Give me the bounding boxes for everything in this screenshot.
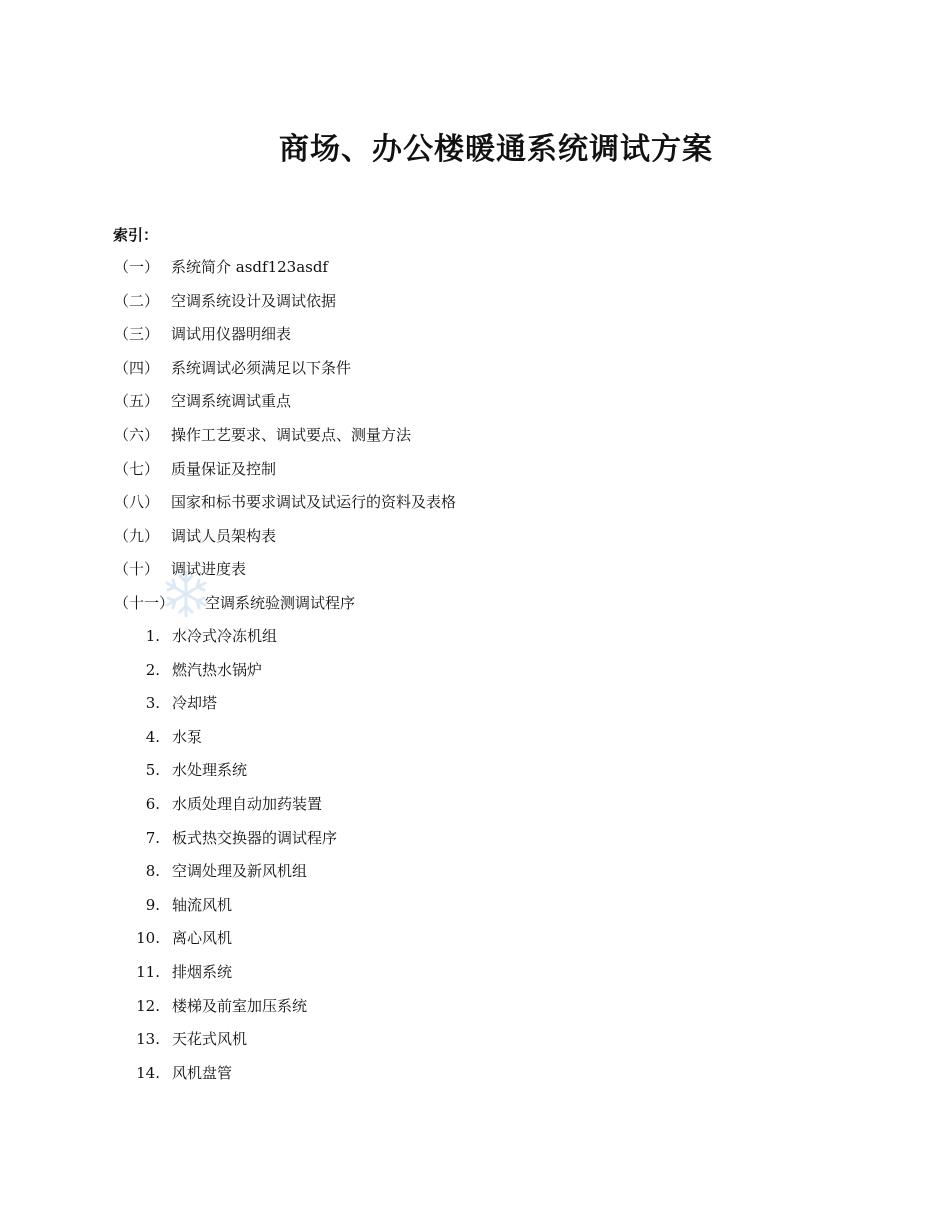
toc-item-number: （五）: [114, 392, 160, 411]
sub-item-text: 离心风机: [172, 929, 233, 948]
toc-item-number: （十一）: [114, 593, 175, 612]
toc-item-text: 空调系统设计及调试依据: [171, 291, 337, 310]
sub-item-text: 水泵: [172, 727, 203, 746]
sub-item-text: 冷却塔: [172, 694, 218, 713]
sub-item-text: 水冷式冷冻机组: [172, 627, 278, 645]
sub-item-text: 空调处理及新风机组: [172, 862, 308, 881]
sub-item-text: 风机盘管: [172, 1063, 233, 1082]
toc-item-number: （四）: [114, 358, 160, 377]
toc-item-number: （八）: [114, 493, 160, 512]
toc-item-text: 调试用仪器明细表: [171, 325, 292, 344]
toc-item-text: 系统调试必须满足以下条件: [171, 358, 352, 377]
sub-item-text: 水处理系统: [172, 761, 248, 780]
sub-item-number: 2.: [145, 660, 160, 679]
sub-item-number: 3.: [145, 694, 160, 713]
sub-item-number: 13.: [136, 1030, 160, 1049]
toc-item-text: 调试人员架构表: [171, 526, 277, 545]
document-title: 商场、办公楼暖通系统调试方案: [279, 132, 713, 167]
sub-item-number: 10.: [136, 929, 160, 948]
toc-item-number: （一）: [114, 258, 160, 276]
sub-item-number: 7.: [145, 828, 160, 847]
toc-item-text: 空调系统验测调试程序: [205, 593, 356, 612]
sub-item-text: 天花式风机: [172, 1030, 248, 1049]
sub-item-number: 9.: [145, 895, 160, 914]
toc-item-number: （七）: [114, 459, 160, 478]
sub-item-number: 12.: [136, 996, 160, 1015]
toc-item-number: （二）: [114, 291, 160, 310]
toc-item-text: 国家和标书要求调试及试运行的资料及表格: [171, 493, 457, 512]
sub-item-number: 5.: [145, 761, 160, 780]
sub-item-text: 水质处理自动加药装置: [172, 794, 323, 813]
sub-item-number: 4.: [145, 727, 160, 746]
sub-item-number: 1.: [145, 627, 160, 645]
sub-item-number: 11.: [136, 962, 160, 981]
sub-item-number: 6.: [145, 794, 160, 813]
sub-item-text: 楼梯及前室加压系统: [172, 996, 308, 1015]
toc-item-number: （六）: [114, 425, 160, 444]
toc-item-text: 操作工艺要求、调试要点、测量方法: [171, 425, 412, 444]
toc-item-text: 调试进度表: [171, 560, 247, 579]
sub-item-text: 板式热交换器的调试程序: [172, 828, 338, 847]
toc-item-text: 系统简介 asdf123asdf: [171, 258, 328, 276]
toc-item-text: 质量保证及控制: [171, 459, 277, 478]
sub-item-number: 14.: [136, 1063, 160, 1082]
toc-item-number: （三）: [114, 325, 160, 344]
toc-item-number: （十）: [114, 560, 160, 579]
toc-item-text: 空调系统调试重点: [171, 392, 292, 411]
sub-item-number: 8.: [145, 862, 160, 881]
sub-item-text: 排烟系统: [172, 962, 233, 981]
index-label: 索引：: [113, 226, 159, 244]
toc-item-number: （九）: [114, 526, 160, 545]
snowflake-watermark-icon: [160, 568, 212, 620]
sub-item-text: 轴流风机: [172, 895, 233, 914]
sub-item-text: 燃汽热水锅炉: [172, 660, 263, 679]
